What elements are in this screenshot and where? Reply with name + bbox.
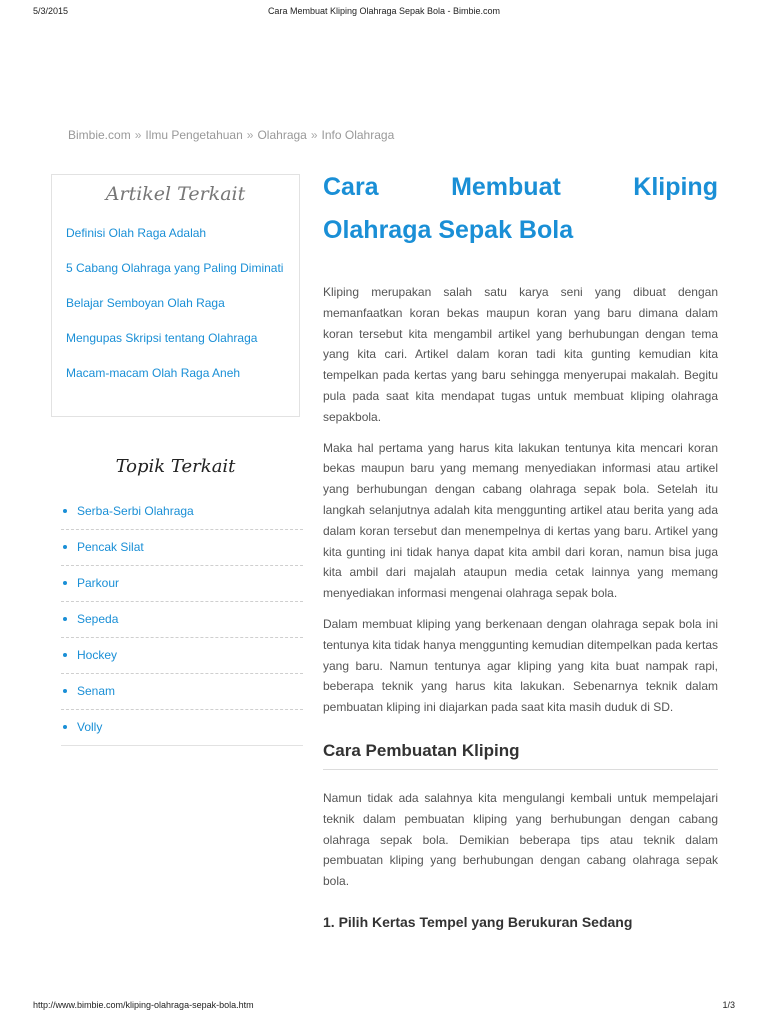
list-item: [66, 293, 285, 314]
bullet-icon: [63, 545, 67, 549]
related-article-link[interactable]: 5 Cabang Olahraga yang Paling Diminati: [66, 261, 284, 275]
article-title-word: Kliping: [633, 173, 718, 201]
list-item: [61, 494, 303, 530]
bullet-icon: [63, 509, 67, 513]
print-date: 5/3/2015: [33, 6, 69, 16]
related-topics-title: Topik Terkait: [115, 456, 236, 477]
bullet-icon: [63, 725, 67, 729]
list-item: [66, 363, 285, 384]
topic-link[interactable]: Sepeda: [77, 612, 119, 626]
print-footer: [0, 1000, 768, 1014]
subsection-heading: 1. Pilih Kertas Tempel yang Berukuran Sedang: [323, 913, 633, 930]
breadcrumb-ilmu-pengetahuan[interactable]: Ilmu Pengetahuan: [145, 128, 243, 142]
article-paragraph: Kliping merupakan salah satu karya seni yang dibuat dengan memanfaatkan koran bekas maupun koran yang baru dimana dalam koran tersebut kita mengambil artikel yang berhubungan dengan tema yang kita cari. Artikel dalam koran tadi kita gunting kemudian kita tempelkan pada kertas yang baru sehingga menyerupai makalah. Begitu pula pada saat kita mendapat tugas untuk membuat kliping olahraga sepakbola.: [323, 285, 718, 424]
topic-link[interactable]: Parkour: [77, 576, 120, 590]
bullet-icon: [63, 581, 67, 585]
print-url: http://www.bimbie.com/kliping-olahraga-sepak-bola.htm: [33, 1000, 254, 1010]
list-item: [61, 530, 303, 566]
article-title-line2: Olahraga Sepak Bola: [323, 216, 574, 244]
related-article-link[interactable]: Belajar Semboyan Olah Raga: [66, 296, 225, 310]
list-item: [66, 223, 285, 244]
print-page-number: 1/3: [722, 1000, 735, 1010]
bullet-icon: [63, 653, 67, 657]
breadcrumb-home[interactable]: Bimbie.com: [68, 128, 131, 142]
topic-link[interactable]: Senam: [77, 684, 116, 698]
related-articles-list: [52, 223, 299, 384]
breadcrumb-olahraga[interactable]: Olahraga: [257, 128, 307, 142]
topic-link[interactable]: Hockey: [77, 648, 118, 662]
related-topics-list: [61, 494, 303, 746]
topic-link[interactable]: Pencak Silat: [77, 540, 144, 554]
article-title-word: Membuat: [451, 173, 561, 201]
article-title: [323, 166, 718, 252]
article-paragraph: Maka hal pertama yang harus kita lakukan tentunya kita mencari koran bekas maupun baru yang memang menyediakan informasi atau artikel yang berhubungan dengan cabang olahraga sepak bola. Setelah itu langkah selanjutnya adalah kita menggunting artikel atau berita yang ada dalam koran tersebut dan menempelnya di kertas yang baru. Artikel yang kita gunting ini tidak hanya dapat kita ambil dari koran, namun bisa juga kita ambil dari majalah ataupun media cetak lainnya yang memang menyediakan informasi mengenai olahraga sepak bola.: [323, 440, 718, 601]
article-paragraph: Dalam membuat kliping yang berkenaan dengan olahraga sepak bola ini tentunya kita tidak hanya menggunting kemudian ditempelkan pada kertas yang baru. Namun tentunya agar kliping yang kita buat nampak rapi, beberapa teknik yang harus kita lakukan. Sebenarnya teknik dalam pembuatan kliping ini diajarkan pada saat kita masih duduk di SD.: [323, 616, 718, 715]
related-article-link[interactable]: Mengupas Skripsi tentang Olahraga: [66, 331, 258, 345]
list-item: [61, 674, 303, 710]
bullet-icon: [63, 617, 67, 621]
topic-link[interactable]: Volly: [77, 720, 103, 734]
article-content: [323, 166, 718, 930]
print-page-title: Cara Membuat Kliping Olahraga Sepak Bola - Bimbie.com: [267, 6, 501, 16]
article-paragraph: Namun tidak ada salahnya kita mengulangi kembali untuk mempelajari teknik dalam pembuatan kliping yang berhubungan dengan cabang olahraga sepak bola. Demikian beberapa tips atau teknik dalam pembuatan kliping yang berhubungan dengan cabang olahraga sepak bola.: [323, 790, 718, 889]
topic-link[interactable]: Serba-Serbi Olahraga: [77, 504, 194, 518]
list-item: [66, 258, 285, 279]
list-item: [61, 710, 303, 746]
related-articles-title: Artikel Terkait: [105, 183, 246, 205]
breadcrumb-separator: »: [134, 128, 142, 142]
list-item: [66, 328, 285, 349]
related-articles-box: [51, 174, 300, 417]
breadcrumb-separator: »: [246, 128, 254, 142]
breadcrumb-separator: »: [310, 128, 318, 142]
breadcrumb-info-olahraga[interactable]: Info Olahraga: [321, 128, 395, 142]
list-item: [61, 566, 303, 602]
article-title-word: Cara: [323, 173, 379, 201]
bullet-icon: [63, 689, 67, 693]
article-title-line1: [323, 166, 718, 209]
related-article-link[interactable]: Macam-macam Olah Raga Aneh: [66, 366, 241, 380]
print-header: [0, 6, 768, 20]
breadcrumb: [68, 128, 394, 142]
list-item: [61, 602, 303, 638]
section-heading: Cara Pembuatan Kliping: [323, 741, 718, 770]
list-item: [61, 638, 303, 674]
related-article-link[interactable]: Definisi Olah Raga Adalah: [66, 226, 207, 240]
